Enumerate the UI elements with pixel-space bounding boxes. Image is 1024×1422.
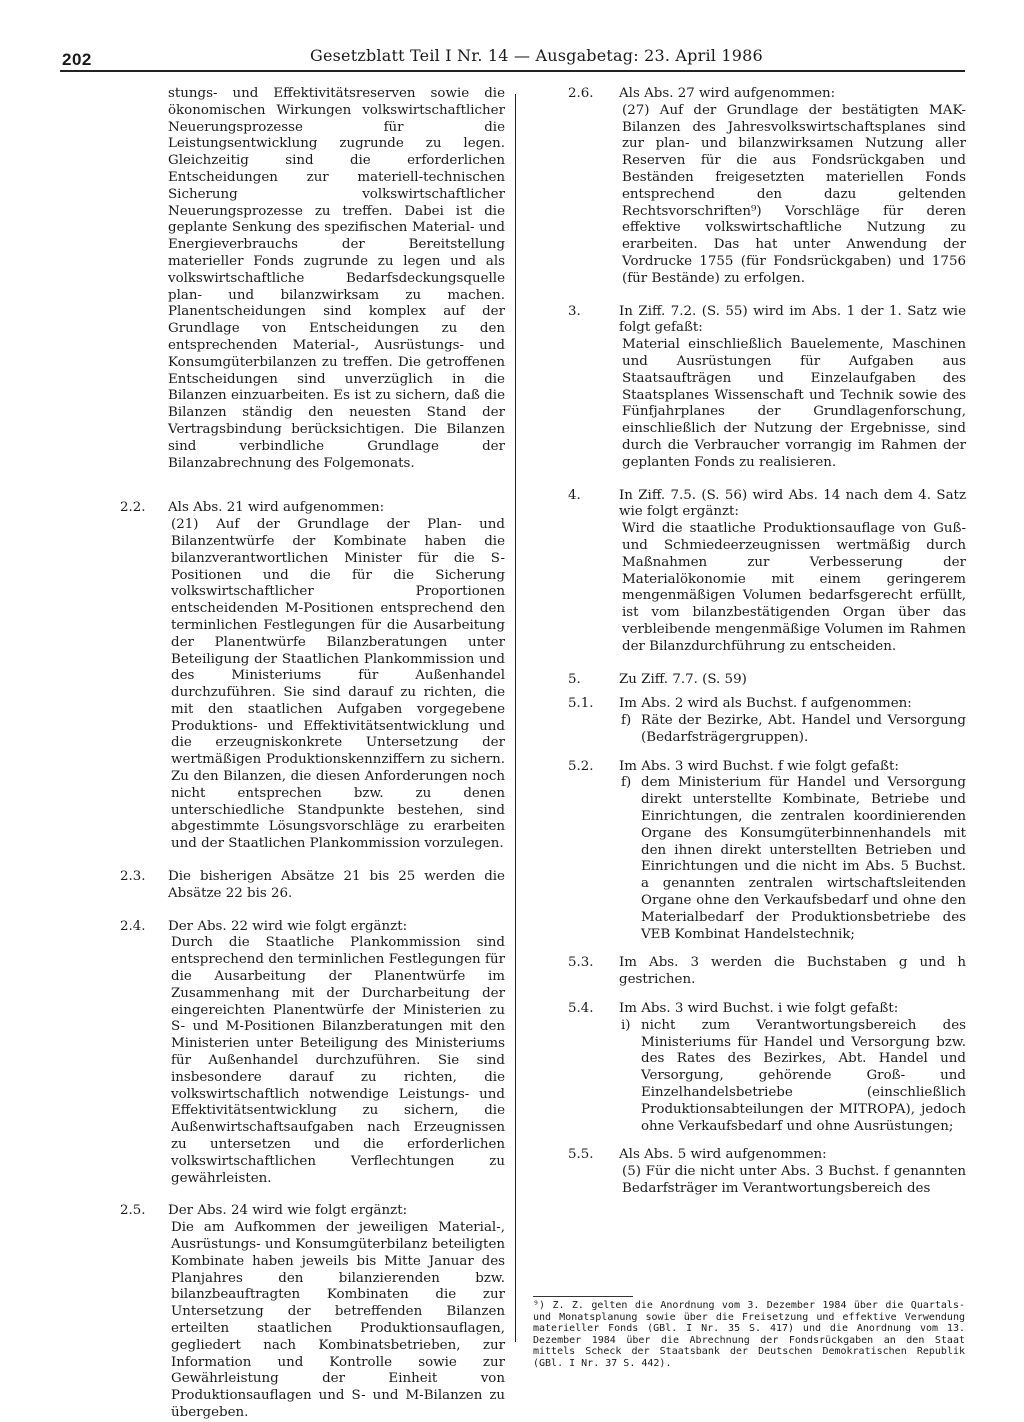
column-divider — [515, 94, 516, 1342]
section-2-2 — [120, 500, 505, 853]
page-header-title: Gesetzblatt Teil I Nr. 14 — Ausgabetag: 23. April 1986 — [310, 46, 763, 65]
section-body: Wird die staatliche Produktionsauflage von Guß- und Schmiedeerzeugnissen wertmäßig durch Maßnahmen zur Verbesserung der Materialökonomie mit einem geringerem mengenmäßigen Volumen bedarfsgerecht erfüllt, ist vom bilanzbestätigenden Organ über das verbleibende mengenmäßige Volumen im Rahmen der Bilanzdurchführung zu entscheiden. — [622, 521, 966, 654]
section-intro: Als Abs. 5 wird aufgenommen: — [619, 1147, 827, 1163]
section-intro: Im Abs. 3 wird Buchst. f wie folgt gefaßt: — [619, 758, 899, 774]
footnote-rule — [533, 1296, 633, 1297]
section-number: 2.6. — [568, 86, 594, 101]
section-body: (5) Für die nicht unter Abs. 3 Buchst. f genannten Bedarfsträger im Verantwortungsbereich des — [622, 1164, 966, 1197]
section-number: 5.1. — [568, 696, 594, 712]
section-number: 2.4. — [120, 918, 146, 934]
section-5-5 — [568, 1147, 966, 1197]
section-4 — [568, 488, 966, 656]
right-column — [568, 86, 966, 1198]
section-intro: Als Abs. 21 wird aufgenommen: — [168, 500, 385, 516]
section-5-1 — [568, 696, 966, 746]
letter-text: nicht zum Verantwortungsbereich des Ministeriums für Handel und Versorgung bzw. des Rates des Bezirkes, Abt. Handel und Versorgung, gehörende Groß- und Einzelhandelsbetriebe (einschließlich Produktionsabteilungen der MITROPA), jedoch ohne Verkaufsbedarf und ohne Ausrüstungen; — [641, 1017, 966, 1134]
section-2-3 — [120, 869, 505, 903]
section-5-3 — [568, 955, 966, 989]
section-number: 2.3. — [120, 869, 146, 885]
section-2-5 — [120, 1203, 505, 1421]
section-number: 3. — [568, 303, 581, 319]
section-body: Die am Aufkommen der jeweiligen Material-, Ausrüstungs- und Konsumgüterbilanz beteiligten Kombinate haben jeweils bis Mitte Januar des Planjahres den bilanzierenden bzw. bilanzbeauftragten Kombinaten die zur Untersetzung der betreffenden Bilanzen erteilten staatlichen Produktionsauflagen, gegliedert nach Kombinatsbetrieben, zur Information und Kontrolle sowie zur Gewährleistung der Einheit von Produktionsauflagen und S- und M-Bilanzen zu übergeben. — [171, 1220, 505, 1420]
section-text: Die bisherigen Absätze 21 bis 25 werden die Absätze 22 bis 26. — [168, 869, 505, 901]
section-number: 5.2. — [568, 758, 594, 774]
section-number: 4. — [568, 487, 581, 503]
section-body: (27) Auf der Grundlage der bestätigten MAK-Bilanzen des Jahresvolkswirtschaftsplanes sind zur plan- und bilanzwirksamen Nutzung aller Reserven für die aus Fondsrückgaben und Beständen freigesetzten materiellen Fonds entsprechend den dazu geltenden Rechtsvorschriften⁹) Vorschläge für deren effektive volkswirtschaftliche Nutzung zu erarbeiten. Das hat unter Anwendung der Vordrucke 1755 (für Fondsrückgaben) und 1756 (für Bestände) zu erfolgen. — [622, 102, 966, 286]
section-number: 5. — [568, 671, 581, 687]
section-body: (21) Auf der Grundlage der Plan- und Bilanzentwürfe der Kombinate haben die bilanzverantwortlichen Minister für die S-Positionen und die für die Sicherung volkswirtschaftlicher Proportionen entscheidenden M-Positionen entsprechend den terminlichen Festlegungen für die Ausarbeitung der Planentwürfe Bilanzberatungen unter Beteiligung der Staatlichen Plankommission und des Ministeriums für Außenhandel durchzuführen. Sie sind darauf zu richten, die mit den staatlichen Aufgaben vorgegebene Produktions- und Effektivitätsentwicklung und die erzeugniskonkrete Untersetzung der wertmäßigen Produktionskennziffern zu sichern. Zu den Bilanzen, die diesen Anforderungen noch nicht entsprechen bzw. zu denen unterschiedliche Standpunkte bestehen, sind abgestimmte Lösungsvorschläge zu erarbeiten und der Staatlichen Plankommission vorzulegen. — [171, 517, 505, 852]
section-text: Im Abs. 3 werden die Buchstaben g und h gestrichen. — [619, 955, 966, 988]
section-intro: In Ziff. 7.5. (S. 56) wird Abs. 14 nach dem 4. Satz wie folgt ergänzt: — [619, 487, 966, 520]
page-number: 202 — [62, 50, 92, 69]
left-column — [120, 86, 505, 1422]
letter-label: i) — [621, 1017, 631, 1033]
letter-text: dem Ministerium für Handel und Versorgung direkt unterstellte Kombinate, Betriebe und Einrichtungen, die zentralen koordinierenden Organe des Konsumgüterbinnenhandels mit den ihnen direkt unterstellten Betrieben und Einrichtungen und die nicht im Abs. 5 Buchst. a genannten zentralen wirtschaftsleitenden Organe ohne den Verkaufsbedarf und ohne den Materialbedarf der Produktionsbetriebe des VEB Kombinat Handelstechnik; — [641, 775, 966, 942]
letter-label: f) — [621, 775, 632, 791]
section-5-4 — [568, 1001, 966, 1135]
section-number: 5.4. — [568, 1001, 594, 1017]
section-body: Durch die Staatliche Plankommission sind entsprechend den terminlichen Festlegungen für die Ausarbeitung der Planentwürfe im Zusammenhang mit der Durcharbeitung der eingereichten Planentwürfe der Ministerien zu S- und M-Positionen Bilanzberatungen mit den Ministerien unter Beteiligung des Ministeriums für Außenhandel durchzuführen. Sie sind insbesondere darauf zu richten, die volkswirtschaftlich notwendige Leistungs- und Effektivitätsentwicklung zu sichern, die Außenwirtschaftsaufgaben nach Erzeugnissen zu untersetzen und die erforderlichen volkswirtschaftlichen Verflechtungen zu gewährleisten. — [171, 935, 505, 1186]
letter-text: Räte der Bezirke, Abt. Handel und Versorgung (Bedarfsträgergruppen). — [641, 713, 966, 745]
letter-item — [621, 1018, 966, 1136]
section-body: Material einschließlich Bauelemente, Maschinen und Ausrüstungen für Aufgaben aus Staatsaufträgen und Einzelaufgaben des Staatsplanes Wissenschaft und Technik sowie des Fünfjahrplanes der Grundlagenforschung, einschließlich der Nutzung der Ergebnisse, sind durch die Verbraucher vorrangig im Rahmen der geplanten Fonds zu realisieren. — [622, 337, 966, 470]
section-2-4 — [120, 919, 505, 1188]
section-number: 2.5. — [120, 1203, 146, 1219]
section-intro: Der Abs. 24 wird wie folgt ergänzt: — [168, 1203, 408, 1219]
section-3 — [568, 304, 966, 472]
paragraph-continuation — [120, 86, 505, 472]
section-number: 5.3. — [568, 955, 594, 971]
footnote: ⁹) Z. Z. gelten die Anordnung vom 3. Dezember 1984 über die Quartals- und Monatsplanung sowie über die Freisetzung und effektive Verwendung materieller Fonds (GBl. I Nr. 35 S. 417) und die Anordnung vom 13. Dezember 1984 über die Abrechnung der Fondsrückgaben an den Staat mittels Scheck der Staatsbank der Deutschen Demokratischen Republik (GBl. I Nr. 37 S. 442). — [533, 1300, 965, 1369]
section-intro: Im Abs. 3 wird Buchst. i wie folgt gefaßt: — [619, 1001, 899, 1017]
header-rule — [60, 70, 965, 72]
section-intro: Der Abs. 22 wird wie folgt ergänzt: — [168, 918, 408, 934]
section-5-2 — [568, 759, 966, 944]
letter-item — [621, 713, 966, 747]
section-number: 5.5. — [568, 1147, 594, 1163]
section-intro: In Ziff. 7.2. (S. 55) wird im Abs. 1 der 1. Satz wie folgt gefaßt: — [619, 303, 966, 336]
section-text: Zu Ziff. 7.7. (S. 59) — [619, 671, 747, 687]
continuation-text: stungs- und Effektivitätsreserven sowie die ökonomischen Wirkungen volkswirtschaftlicher Neuerungsprozesse für die Leistungsentwicklung zugrunde zu legen. Gleichzeitig sind die erforderlichen Entscheidungen zur materiell-technischen Sicherung volkswirtschaftlicher Neuerungsprozesse zu treffen. Dabei ist die geplante Senkung des spezifischen Material- und Energieverbrauchs der Bereitstellung materieller Fonds zugrunde zu legen und als volkswirtschaftliche Bedarfsdeckungsquelle plan- und bilanzwirksam zu machen. Planentscheidungen sind komplex auf der Grundlage von Entscheidungen zu den entsprechenden Material-, Ausrüstungs- und Konsumgüterbilanzen zu treffen. Die getroffenen Entscheidungen sind unverzüglich in die Bilanzen einzuarbeiten. Es ist zu sichern, daß die Bilanzen ständig den neuesten Stand der Vertragsbindung berücksichtigen. Die Bilanzen sind verbindliche Grundlage der Bilanzabrechnung des Folgemonats. — [168, 86, 505, 471]
letter-item — [621, 775, 966, 943]
section-intro: Im Abs. 2 wird als Buchst. f aufgenommen: — [619, 696, 912, 712]
section-number: 2.2. — [120, 500, 146, 516]
section-intro: Als Abs. 27 wird aufgenommen: — [619, 86, 836, 101]
section-5 — [568, 672, 966, 689]
letter-label: f) — [621, 713, 632, 729]
section-2-6 — [568, 86, 966, 288]
